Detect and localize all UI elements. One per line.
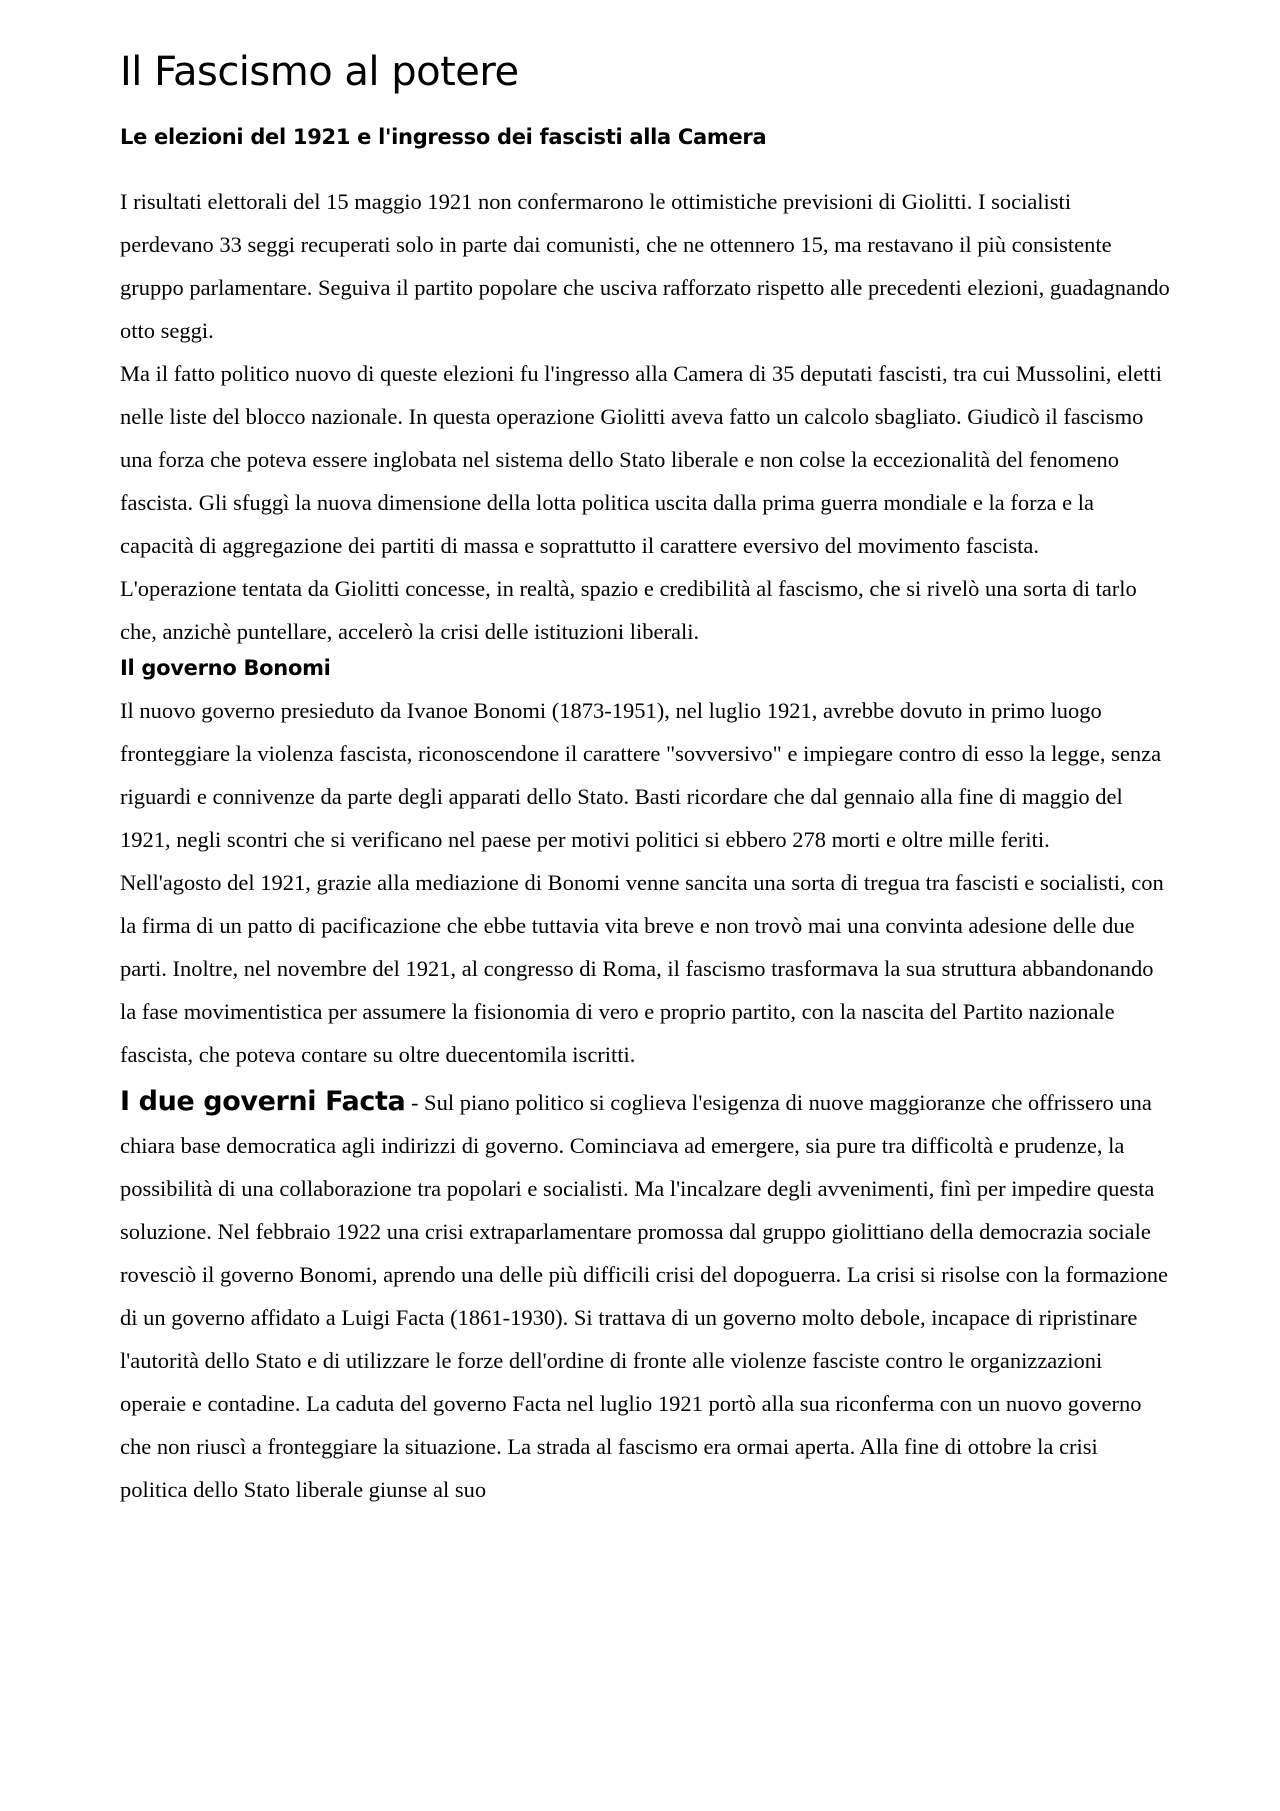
section-heading-bonomi: Il governo Bonomi: [120, 656, 331, 680]
section-facta: [120, 1080, 1170, 1511]
paragraph: Ma il fatto politico nuovo di queste elezioni fu l'ingresso alla Camera di 35 deputati fascisti, tra cui Mussolini, eletti nelle liste del blocco nazionale. In questa operazione Giolitti aveva fatto un calcolo sbagliato. Giudicò il fascismo una forza che poteva essere inglobata nel sistema dello Stato liberale e non colse la eccezionalità del fenomeno fascista. Gli sfuggì la nuova dimensione della lotta politica uscita dalla prima guerra mondiale e la forza e la capacità di aggregazione dei partiti di massa e soprattutto il carattere eversivo del movimento fascista.: [120, 361, 1162, 558]
section-heading-facta: I due governi Facta: [120, 1086, 406, 1117]
paragraph: Il nuovo governo presieduto da Ivanoe Bonomi (1873-1951), nel luglio 1921, avrebbe dovuto in primo luogo fronteggiare la violenza fascista, riconoscendone il carattere "sovversivo" e impiegare contro di esso la legge, senza riguardi e connivenze da parte degli apparati dello Stato. Basti ricordare che dal gennaio alla fine di maggio del 1921, negli scontri che si verificano nel paese per motivi politici si ebbero 278 morti e oltre mille feriti.: [120, 698, 1162, 852]
section-heading-elezioni: Le elezioni del 1921 e l'ingresso dei fascisti alla Camera: [120, 125, 767, 149]
paragraph: I risultati elettorali del 15 maggio 1921 non confermarono le ottimistiche previsioni di Giolitti. I socialisti perdevano 33 seggi recuperati solo in parte dai comunisti, che ne ottennero 15, ma restavano il più consistente gruppo parlamentare. Seguiva il partito popolare che usciva rafforzato rispetto alle precedenti elezioni, guadagnando otto seggi.: [120, 189, 1170, 343]
paragraph: Nell'agosto del 1921, grazie alla mediazione di Bonomi venne sancita una sorta di tregua tra fascisti e socialisti, con la firma di un patto di pacificazione che ebbe tuttavia vita breve e non trovò mai una convinta adesione delle due parti. Inoltre, nel novembre del 1921, al congresso di Roma, il fascismo trasformava la sua struttura abbandonando la fase movimentistica per assumere la fisionomia di vero e proprio partito, con la nascita del Partito nazionale fascista, che poteva contare su oltre duecentomila iscritti.: [120, 870, 1164, 1067]
page-title: Il Fascismo al potere: [120, 49, 519, 95]
paragraph: - Sul piano politico si coglieva l'esigenza di nuove maggioranze che offrissero una chiara base democratica agli indirizzi di governo. Cominciava ad emergere, sia pure tra difficoltà e prudenze, la possibilità di una collaborazione tra popolari e socialisti. Ma l'incalzare degli avvenimenti, finì per impedire questa soluzione. Nel febbraio 1922 una crisi extraparlamentare promossa dal gruppo giolittiano della democrazia sociale rovesciò il governo Bonomi, aprendo una delle più difficili crisi del dopoguerra. La crisi si risolse con la formazione di un governo affidato a Luigi Facta (1861-1930). Si trattava di un governo molto debole, incapace di ripristinare l'autorità dello Stato e di utilizzare le forze dell'ordine di fronte alle violenze fasciste contro le organizzazioni operaie e contadine. La caduta del governo Facta nel luglio 1921 portò alla sua riconferma con un nuovo governo che non riuscì a fronteggiare la situazione. La strada al fascismo era ormai aperta. Alla fine di ottobre la crisi politica dello Stato liberale giunse al suo: [120, 1090, 1169, 1502]
document-body: [120, 44, 1170, 1511]
paragraph: L'operazione tentata da Giolitti concesse, in realtà, spazio e credibilità al fascismo, che si rivelò una sorta di tarlo che, anzichè puntellare, accelerò la crisi delle istituzioni liberali.: [120, 576, 1137, 644]
